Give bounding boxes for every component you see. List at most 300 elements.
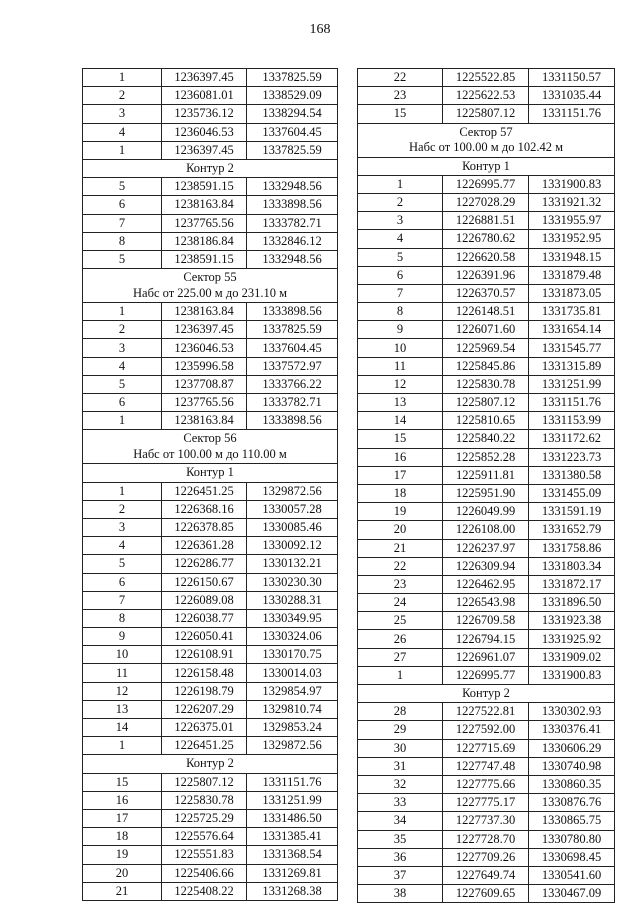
point-row: [83, 214, 338, 232]
y-coordinate: 1331385.41: [247, 828, 338, 846]
y-coordinate: 1331151.76: [529, 105, 615, 123]
y-coordinate: 1331900.83: [529, 666, 615, 684]
point-number: 1: [83, 69, 162, 87]
point-number: 16: [83, 791, 162, 809]
contour-row: [83, 159, 338, 177]
x-coordinate: 1225969.54: [443, 339, 529, 357]
y-coordinate: 1331315.89: [529, 357, 615, 375]
point-row: [83, 809, 338, 827]
point-number: 3: [358, 212, 443, 230]
point-row: [358, 339, 615, 357]
point-number: 8: [83, 609, 162, 627]
point-number: 5: [83, 178, 162, 196]
point-number: 7: [83, 591, 162, 609]
point-row: [83, 250, 338, 268]
point-row: [83, 591, 338, 609]
point-number: 1: [83, 482, 162, 500]
sector-height-range: Набс от 100.00 м до 110.00 м: [133, 446, 287, 461]
point-row: [358, 175, 615, 193]
point-row: [83, 882, 338, 900]
point-row: [83, 232, 338, 250]
y-coordinate: 1332948.56: [247, 250, 338, 268]
contour-row: [83, 464, 338, 482]
x-coordinate: 1225845.86: [443, 357, 529, 375]
x-coordinate: 1226451.25: [162, 482, 247, 500]
x-coordinate: 1226071.60: [443, 321, 529, 339]
point-number: 23: [358, 575, 443, 593]
y-coordinate: 1337825.59: [247, 69, 338, 87]
x-coordinate: 1237708.87: [162, 375, 247, 393]
point-row: [358, 794, 615, 812]
point-row: [358, 484, 615, 502]
x-coordinate: 1235996.58: [162, 357, 247, 375]
y-coordinate: 1331879.48: [529, 266, 615, 284]
x-coordinate: 1226368.16: [162, 500, 247, 518]
point-number: 22: [358, 557, 443, 575]
y-coordinate: 1331900.83: [529, 175, 615, 193]
y-coordinate: 1331380.58: [529, 466, 615, 484]
point-row: [83, 609, 338, 627]
point-row: [358, 503, 615, 521]
sector-row: [83, 430, 338, 464]
x-coordinate: 1225807.12: [162, 773, 247, 791]
point-row: [83, 700, 338, 718]
y-coordinate: 1330230.30: [247, 573, 338, 591]
y-coordinate: 1337825.59: [247, 141, 338, 159]
sector-title: Сектор 55: [183, 270, 237, 285]
point-row: [83, 375, 338, 393]
sector-row: [83, 269, 338, 303]
y-coordinate: 1331251.99: [247, 791, 338, 809]
point-number: 16: [358, 448, 443, 466]
y-coordinate: 1330288.31: [247, 591, 338, 609]
x-coordinate: 1226881.51: [443, 212, 529, 230]
point-number: 2: [83, 500, 162, 518]
point-number: 5: [83, 250, 162, 268]
x-coordinate: 1226148.51: [443, 303, 529, 321]
point-row: [358, 721, 615, 739]
point-number: 13: [83, 700, 162, 718]
point-number: 15: [358, 430, 443, 448]
y-coordinate: 1329872.56: [247, 737, 338, 755]
x-coordinate: 1225551.83: [162, 846, 247, 864]
x-coordinate: 1227649.74: [443, 866, 529, 884]
y-coordinate: 1331172.62: [529, 430, 615, 448]
point-number: 6: [83, 573, 162, 591]
page-number: 168: [309, 22, 331, 37]
point-row: [83, 321, 338, 339]
point-row: [83, 537, 338, 555]
y-coordinate: 1331150.57: [529, 69, 615, 87]
contour-label: Контур 2: [83, 159, 338, 177]
point-row: [83, 646, 338, 664]
y-coordinate: 1331455.09: [529, 484, 615, 502]
point-number: 24: [358, 594, 443, 612]
y-coordinate: 1330467.09: [529, 885, 615, 903]
x-coordinate: 1226049.99: [443, 503, 529, 521]
point-number: 11: [83, 664, 162, 682]
x-coordinate: 1238163.84: [162, 303, 247, 321]
point-row: [358, 394, 615, 412]
x-coordinate: 1227775.66: [443, 775, 529, 793]
x-coordinate: 1226361.28: [162, 537, 247, 555]
y-coordinate: 1337604.45: [247, 339, 338, 357]
point-number: 34: [358, 812, 443, 830]
x-coordinate: 1225725.29: [162, 809, 247, 827]
x-coordinate: 1226543.98: [443, 594, 529, 612]
y-coordinate: 1331153.99: [529, 412, 615, 430]
x-coordinate: 1235736.12: [162, 105, 247, 123]
point-number: 20: [83, 864, 162, 882]
x-coordinate: 1227609.65: [443, 885, 529, 903]
y-coordinate: 1330860.35: [529, 775, 615, 793]
y-coordinate: 1337825.59: [247, 321, 338, 339]
x-coordinate: 1238591.15: [162, 178, 247, 196]
x-coordinate: 1226038.77: [162, 609, 247, 627]
point-row: [83, 69, 338, 87]
point-number: 1: [358, 175, 443, 193]
y-coordinate: 1331251.99: [529, 375, 615, 393]
point-number: 3: [83, 105, 162, 123]
point-row: [358, 230, 615, 248]
y-coordinate: 1331758.86: [529, 539, 615, 557]
y-coordinate: 1331948.15: [529, 248, 615, 266]
point-row: [83, 178, 338, 196]
y-coordinate: 1330876.76: [529, 794, 615, 812]
point-number: 10: [83, 646, 162, 664]
point-row: [358, 739, 615, 757]
point-number: 1: [83, 303, 162, 321]
point-number: 21: [358, 539, 443, 557]
point-number: 2: [83, 87, 162, 105]
y-coordinate: 1333782.71: [247, 394, 338, 412]
point-number: 27: [358, 648, 443, 666]
point-number: 36: [358, 848, 443, 866]
point-number: 1: [358, 666, 443, 684]
x-coordinate: 1226961.07: [443, 648, 529, 666]
x-coordinate: 1227028.29: [443, 193, 529, 211]
point-number: 15: [83, 773, 162, 791]
point-row: [358, 648, 615, 666]
point-number: 11: [358, 357, 443, 375]
point-row: [358, 105, 615, 123]
sector-height-range: Набс от 100.00 м до 102.42 м: [409, 140, 563, 155]
point-row: [358, 666, 615, 684]
x-coordinate: 1225911.81: [443, 466, 529, 484]
x-coordinate: 1225807.12: [443, 394, 529, 412]
point-number: 25: [358, 612, 443, 630]
y-coordinate: 1331735.81: [529, 303, 615, 321]
y-coordinate: 1337572.97: [247, 357, 338, 375]
point-row: [358, 212, 615, 230]
x-coordinate: 1226995.77: [443, 666, 529, 684]
x-coordinate: 1237765.56: [162, 214, 247, 232]
x-coordinate: 1238163.84: [162, 196, 247, 214]
point-number: 23: [358, 87, 443, 105]
point-number: 7: [358, 284, 443, 302]
point-number: 5: [83, 555, 162, 573]
x-coordinate: 1226198.79: [162, 682, 247, 700]
x-coordinate: 1238163.84: [162, 412, 247, 430]
point-row: [358, 830, 615, 848]
x-coordinate: 1226462.95: [443, 575, 529, 593]
y-coordinate: 1331486.50: [247, 809, 338, 827]
point-row: [83, 555, 338, 573]
y-coordinate: 1331955.97: [529, 212, 615, 230]
x-coordinate: 1227592.00: [443, 721, 529, 739]
coordinates-table-right: [357, 68, 615, 903]
point-row: [358, 775, 615, 793]
point-number: 10: [358, 339, 443, 357]
sector-header: [83, 269, 338, 303]
y-coordinate: 1331921.32: [529, 193, 615, 211]
x-coordinate: 1227715.69: [443, 739, 529, 757]
point-number: 29: [358, 721, 443, 739]
point-row: [358, 193, 615, 211]
point-row: [83, 303, 338, 321]
x-coordinate: 1227775.17: [443, 794, 529, 812]
y-coordinate: 1331925.92: [529, 630, 615, 648]
x-coordinate: 1236397.45: [162, 321, 247, 339]
y-coordinate: 1330132.21: [247, 555, 338, 573]
point-row: [358, 612, 615, 630]
x-coordinate: 1226451.25: [162, 737, 247, 755]
point-number: 8: [83, 232, 162, 250]
point-row: [358, 539, 615, 557]
x-coordinate: 1226709.58: [443, 612, 529, 630]
y-coordinate: 1331654.14: [529, 321, 615, 339]
y-coordinate: 1330541.60: [529, 866, 615, 884]
point-row: [358, 848, 615, 866]
x-coordinate: 1227522.81: [443, 703, 529, 721]
point-number: 32: [358, 775, 443, 793]
point-row: [83, 87, 338, 105]
x-coordinate: 1226391.96: [443, 266, 529, 284]
y-coordinate: 1330302.93: [529, 703, 615, 721]
point-number: 15: [358, 105, 443, 123]
coordinates-table-left: [82, 68, 338, 901]
x-coordinate: 1226375.01: [162, 719, 247, 737]
point-row: [358, 266, 615, 284]
y-coordinate: 1331545.77: [529, 339, 615, 357]
y-coordinate: 1331803.34: [529, 557, 615, 575]
point-row: [358, 812, 615, 830]
sector-title: Сектор 56: [183, 431, 237, 446]
y-coordinate: 1330780.80: [529, 830, 615, 848]
x-coordinate: 1236397.45: [162, 69, 247, 87]
point-number: 17: [358, 466, 443, 484]
point-number: 7: [83, 214, 162, 232]
point-number: 13: [358, 394, 443, 412]
point-number: 12: [358, 375, 443, 393]
y-coordinate: 1331151.76: [529, 394, 615, 412]
x-coordinate: 1225408.22: [162, 882, 247, 900]
contour-label: Контур 1: [358, 157, 615, 175]
y-coordinate: 1330606.29: [529, 739, 615, 757]
point-row: [358, 430, 615, 448]
point-row: [83, 482, 338, 500]
x-coordinate: 1225840.22: [443, 430, 529, 448]
point-row: [358, 630, 615, 648]
point-number: 28: [358, 703, 443, 721]
point-number: 14: [358, 412, 443, 430]
point-row: [358, 87, 615, 105]
y-coordinate: 1331035.44: [529, 87, 615, 105]
point-row: [358, 303, 615, 321]
point-row: [358, 248, 615, 266]
y-coordinate: 1331923.38: [529, 612, 615, 630]
point-number: 19: [83, 846, 162, 864]
point-number: 4: [83, 357, 162, 375]
point-number: 6: [83, 196, 162, 214]
point-row: [83, 412, 338, 430]
y-coordinate: 1331652.79: [529, 521, 615, 539]
y-coordinate: 1330057.28: [247, 500, 338, 518]
x-coordinate: 1227747.48: [443, 757, 529, 775]
x-coordinate: 1237765.56: [162, 394, 247, 412]
contour-row: [358, 157, 615, 175]
point-number: 6: [358, 266, 443, 284]
point-row: [83, 141, 338, 159]
point-row: [83, 196, 338, 214]
y-coordinate: 1330092.12: [247, 537, 338, 555]
contour-label: Контур 1: [83, 464, 338, 482]
point-row: [358, 69, 615, 87]
contour-row: [83, 755, 338, 773]
x-coordinate: 1226150.67: [162, 573, 247, 591]
point-row: [358, 757, 615, 775]
y-coordinate: 1329853.24: [247, 719, 338, 737]
y-coordinate: 1330349.95: [247, 609, 338, 627]
point-number: 1: [83, 737, 162, 755]
y-coordinate: 1330170.75: [247, 646, 338, 664]
point-number: 30: [358, 739, 443, 757]
x-coordinate: 1227728.70: [443, 830, 529, 848]
y-coordinate: 1332948.56: [247, 178, 338, 196]
sector-header: [358, 123, 615, 157]
x-coordinate: 1226108.91: [162, 646, 247, 664]
x-coordinate: 1226309.94: [443, 557, 529, 575]
point-row: [83, 105, 338, 123]
point-number: 9: [358, 321, 443, 339]
y-coordinate: 1337604.45: [247, 123, 338, 141]
point-number: 2: [358, 193, 443, 211]
x-coordinate: 1226158.48: [162, 664, 247, 682]
point-row: [83, 737, 338, 755]
point-row: [358, 575, 615, 593]
point-number: 1: [83, 412, 162, 430]
x-coordinate: 1226286.77: [162, 555, 247, 573]
sector-height-range: Набс от 225.00 м до 231.10 м: [133, 285, 287, 300]
point-row: [83, 682, 338, 700]
point-number: 18: [358, 484, 443, 502]
x-coordinate: 1225406.66: [162, 864, 247, 882]
point-number: 26: [358, 630, 443, 648]
y-coordinate: 1332846.12: [247, 232, 338, 250]
point-row: [358, 375, 615, 393]
y-coordinate: 1338529.09: [247, 87, 338, 105]
x-coordinate: 1226237.97: [443, 539, 529, 557]
x-coordinate: 1226207.29: [162, 700, 247, 718]
x-coordinate: 1227737.30: [443, 812, 529, 830]
point-number: 33: [358, 794, 443, 812]
point-number: 17: [83, 809, 162, 827]
y-coordinate: 1331368.54: [247, 846, 338, 864]
point-row: [83, 864, 338, 882]
point-row: [358, 412, 615, 430]
point-row: [83, 123, 338, 141]
point-row: [358, 357, 615, 375]
x-coordinate: 1236397.45: [162, 141, 247, 159]
y-coordinate: 1330324.06: [247, 628, 338, 646]
y-coordinate: 1331269.81: [247, 864, 338, 882]
point-row: [83, 394, 338, 412]
contour-label: Контур 2: [358, 685, 615, 703]
x-coordinate: 1226089.08: [162, 591, 247, 609]
x-coordinate: 1225622.53: [443, 87, 529, 105]
point-row: [83, 628, 338, 646]
contour-row: [358, 685, 615, 703]
x-coordinate: 1236081.01: [162, 87, 247, 105]
x-coordinate: 1225951.90: [443, 484, 529, 502]
point-row: [358, 703, 615, 721]
x-coordinate: 1226780.62: [443, 230, 529, 248]
point-row: [358, 885, 615, 903]
y-coordinate: 1329810.74: [247, 700, 338, 718]
point-row: [358, 466, 615, 484]
x-coordinate: 1226794.15: [443, 630, 529, 648]
point-row: [358, 866, 615, 884]
point-number: 8: [358, 303, 443, 321]
y-coordinate: 1333898.56: [247, 303, 338, 321]
y-coordinate: 1330014.03: [247, 664, 338, 682]
x-coordinate: 1227709.26: [443, 848, 529, 866]
point-row: [83, 719, 338, 737]
point-number: 12: [83, 682, 162, 700]
point-number: 3: [83, 339, 162, 357]
y-coordinate: 1333898.56: [247, 196, 338, 214]
point-number: 19: [358, 503, 443, 521]
point-row: [83, 846, 338, 864]
x-coordinate: 1226050.41: [162, 628, 247, 646]
point-number: 31: [358, 757, 443, 775]
sector-row: [358, 123, 615, 157]
x-coordinate: 1226378.85: [162, 518, 247, 536]
x-coordinate: 1226370.57: [443, 284, 529, 302]
y-coordinate: 1330085.46: [247, 518, 338, 536]
y-coordinate: 1331872.17: [529, 575, 615, 593]
y-coordinate: 1329854.97: [247, 682, 338, 700]
y-coordinate: 1330740.98: [529, 757, 615, 775]
x-coordinate: 1225522.85: [443, 69, 529, 87]
y-coordinate: 1333782.71: [247, 214, 338, 232]
point-number: 20: [358, 521, 443, 539]
x-coordinate: 1238591.15: [162, 250, 247, 268]
point-number: 5: [83, 375, 162, 393]
point-number: 14: [83, 719, 162, 737]
y-coordinate: 1331151.76: [247, 773, 338, 791]
y-coordinate: 1330865.75: [529, 812, 615, 830]
x-coordinate: 1225830.78: [443, 375, 529, 393]
contour-label: Контур 2: [83, 755, 338, 773]
y-coordinate: 1331591.19: [529, 503, 615, 521]
point-row: [358, 594, 615, 612]
y-coordinate: 1333898.56: [247, 412, 338, 430]
point-number: 6: [83, 394, 162, 412]
point-number: 22: [358, 69, 443, 87]
point-number: 4: [83, 123, 162, 141]
sector-header: [83, 430, 338, 464]
